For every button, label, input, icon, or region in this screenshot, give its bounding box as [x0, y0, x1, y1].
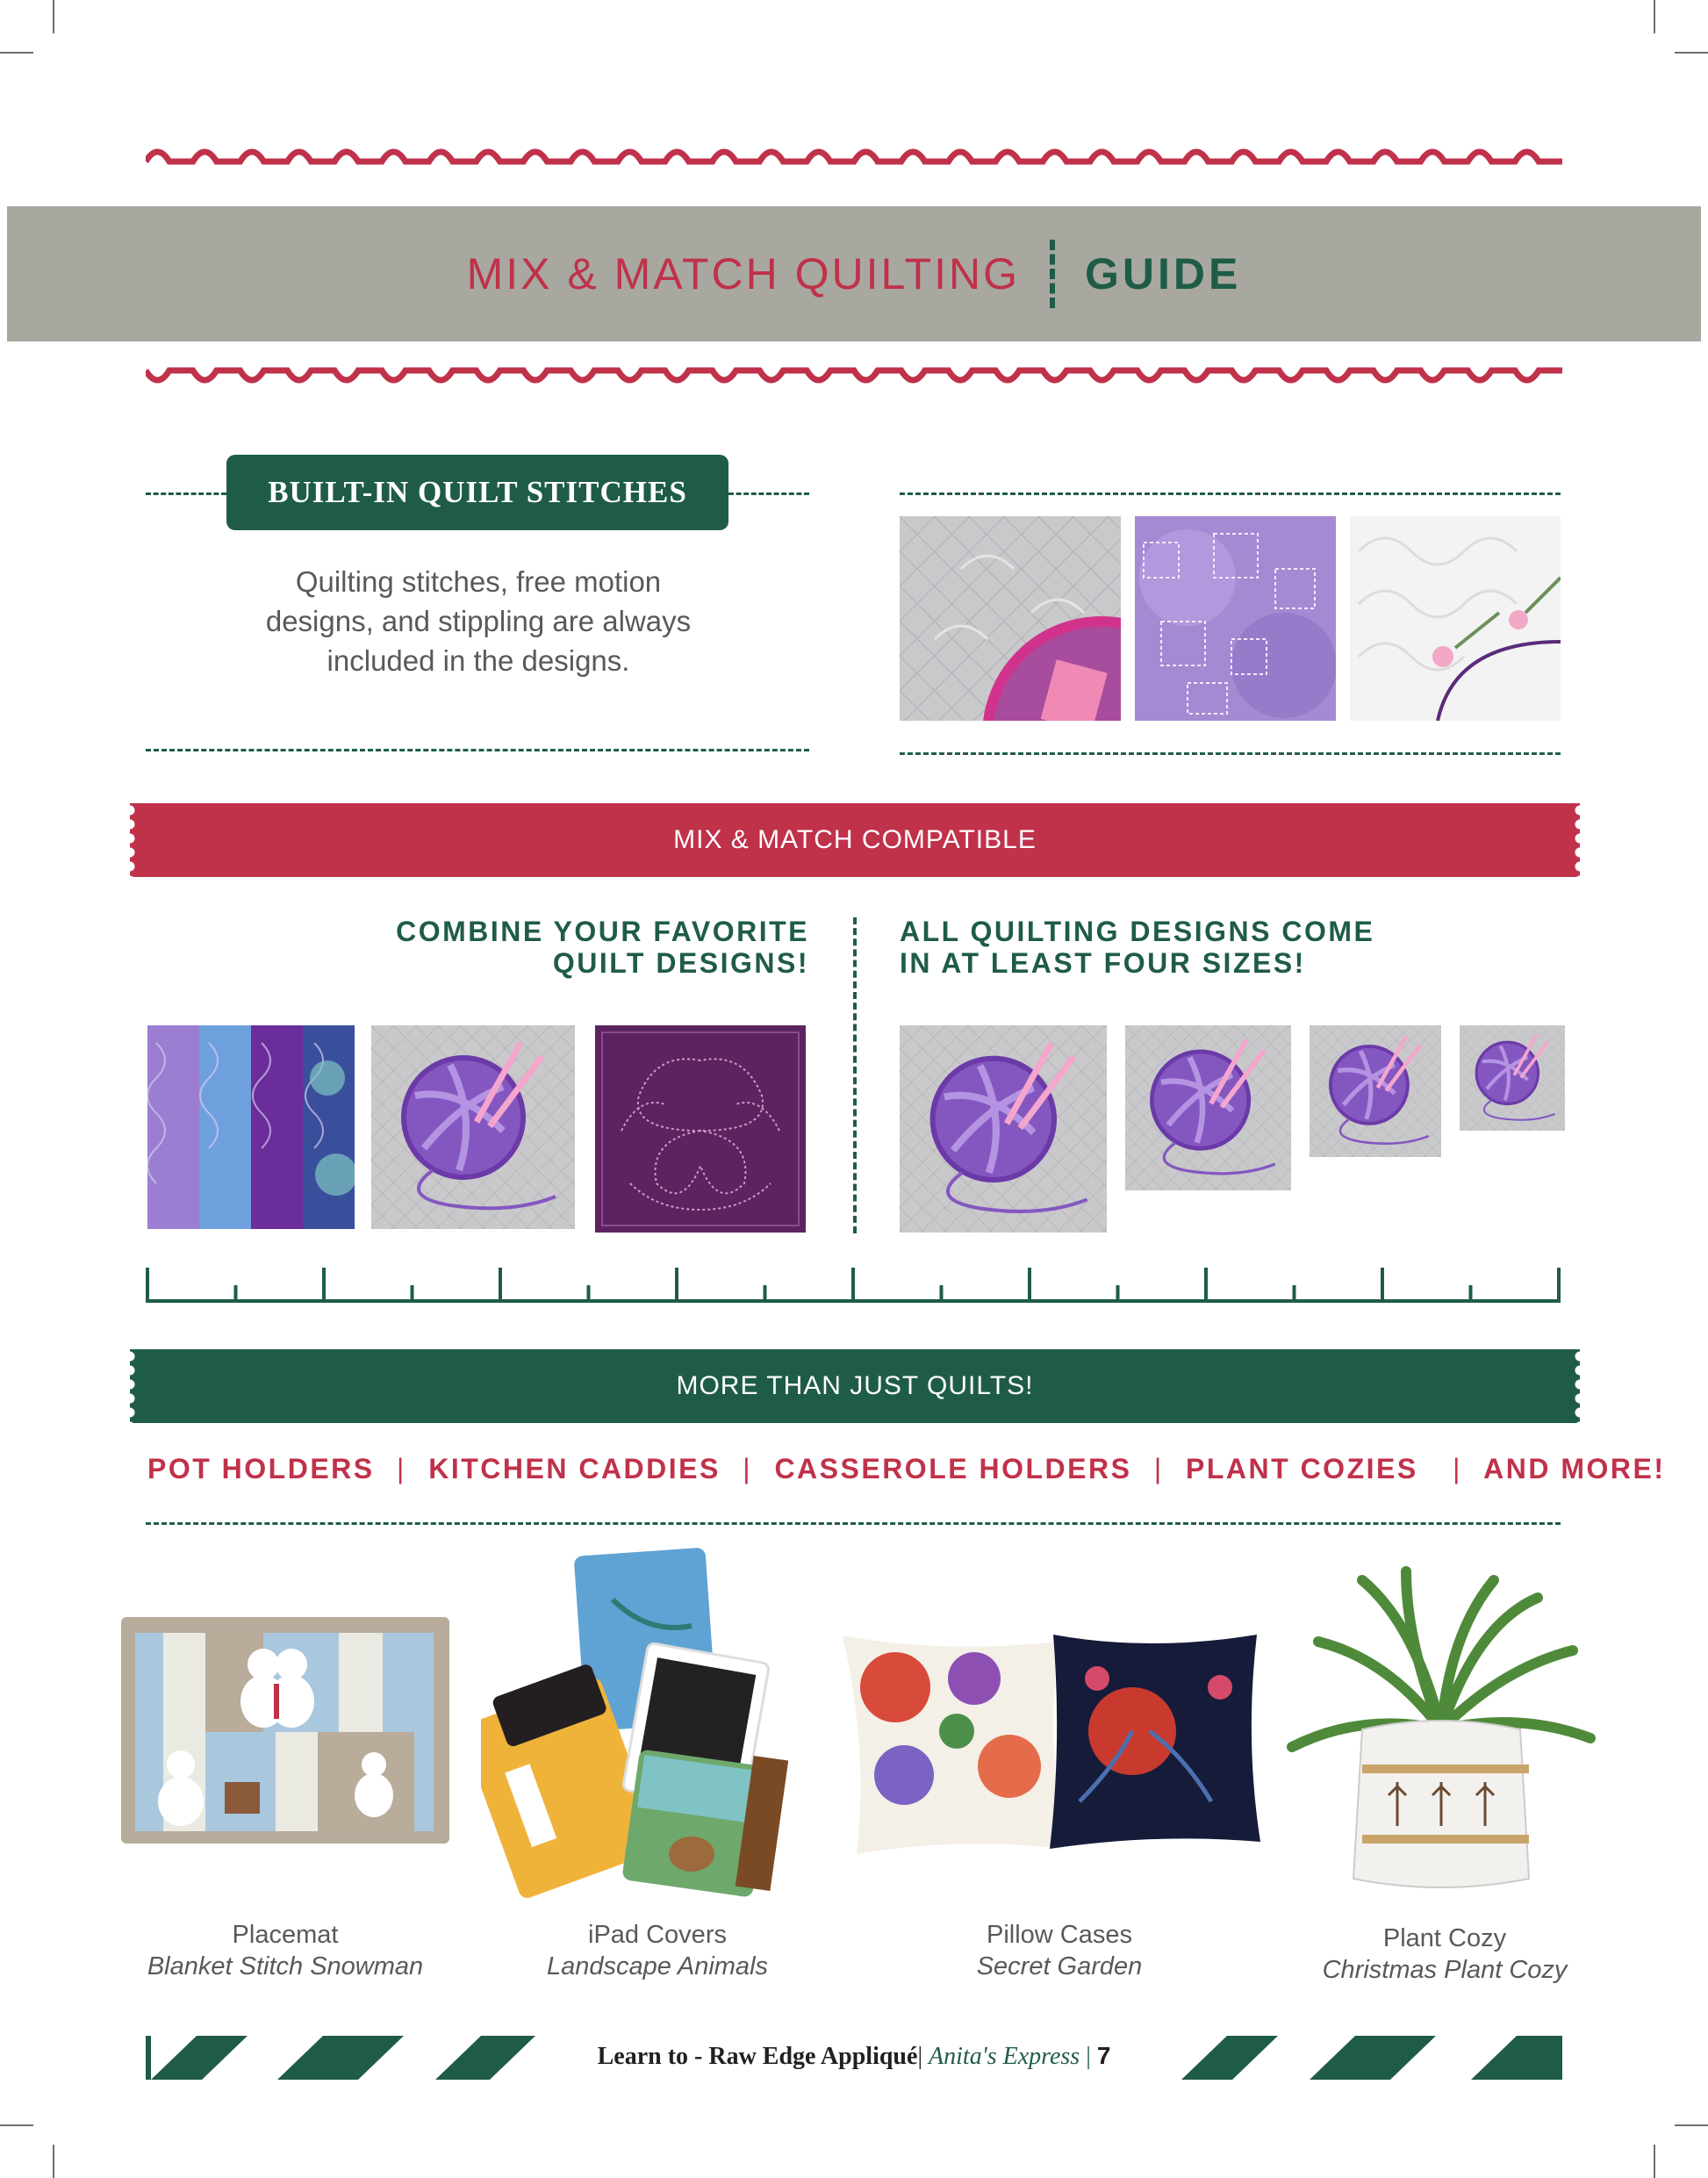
stitch-sample-image [900, 516, 1121, 721]
crop-mark [1675, 2124, 1708, 2126]
banner-notch [1574, 803, 1586, 877]
footer-separator: | [1086, 2043, 1091, 2070]
heading-line: COMBINE YOUR FAVORITE [396, 916, 809, 947]
yarn-ball-small-image [1310, 1025, 1441, 1157]
use-item: PLANT COZIES [1186, 1453, 1418, 1484]
crop-mark [0, 2124, 33, 2126]
description-line: Quilting stitches, free motion [295, 565, 662, 598]
page-title [0, 206, 1708, 341]
description-line: designs, and stippling are always [265, 605, 692, 637]
page-title-main: MIX & MATCH QUILTING [466, 249, 1021, 298]
heading-line: IN AT LEAST FOUR SIZES! [900, 947, 1306, 979]
crop-mark [53, 2145, 54, 2178]
banner-notch [1574, 1349, 1586, 1423]
footer-stripes-right [1173, 2036, 1562, 2080]
yarn-ball-large-image [900, 1025, 1107, 1233]
combine-heading [263, 916, 809, 979]
footer-separator: | [917, 2043, 923, 2070]
dashed-rule [146, 492, 226, 495]
size-ruler [146, 1264, 1561, 1305]
product-caption [893, 1919, 1225, 1982]
heading-line: ALL QUILTING DESIGNS COME [900, 916, 1375, 947]
footer-magazine: Anita's Express [929, 2043, 1080, 2070]
more-banner [130, 1349, 1580, 1423]
description-line: included in the designs. [327, 644, 630, 677]
vertical-divider [853, 917, 857, 1233]
banner-notch [124, 1349, 136, 1423]
stitch-sample-image [1350, 516, 1561, 721]
compatible-banner [130, 803, 1580, 877]
product-name: Pillow Cases [987, 1921, 1132, 1949]
heading-line: QUILT DESIGNS! [552, 947, 809, 979]
page-number: 7 [1096, 2042, 1111, 2069]
placemat-image [119, 1615, 451, 1845]
use-item: AND MORE! [1483, 1453, 1666, 1484]
fabric-strips-image [147, 1025, 355, 1229]
product-name: iPad Covers [588, 1921, 727, 1949]
stitches-description [211, 562, 746, 680]
banner-notch [124, 803, 136, 877]
yarn-ball-design-image [371, 1025, 575, 1229]
use-item: KITCHEN CADDIES [428, 1453, 721, 1484]
crop-mark [53, 0, 54, 33]
dashed-rule [728, 492, 809, 495]
footer [562, 2042, 1146, 2071]
use-separator: | [397, 1453, 406, 1484]
stitch-sample-image [1135, 516, 1336, 721]
banner-text: MORE THAN JUST QUILTS! [676, 1371, 1034, 1400]
product-caption [119, 1919, 451, 1982]
dashed-rule [900, 492, 1561, 495]
product-caption [492, 1919, 823, 1982]
ipad-covers-image [481, 1547, 788, 1898]
use-separator: | [1153, 1453, 1164, 1484]
use-separator: | [1453, 1453, 1462, 1484]
footer-dash: - [694, 2043, 703, 2070]
yarn-ball-medium-image [1125, 1025, 1291, 1190]
banner-text: MIX & MATCH COMPATIBLE [673, 825, 1037, 854]
section-badge: BUILT-IN QUILT STITCHES [226, 455, 728, 530]
product-design: Christmas Plant Cozy [1322, 1956, 1568, 1984]
scallop-border-top [146, 140, 1562, 170]
product-design: Blanket Stitch Snowman [147, 1952, 424, 1980]
title-divider [1050, 240, 1055, 308]
product-name: Plant Cozy [1382, 1924, 1507, 1952]
footer-stripes-left [146, 2036, 541, 2080]
dashed-rule [146, 1522, 1561, 1525]
use-separator: | [743, 1453, 753, 1484]
crop-mark [1654, 0, 1655, 33]
dashed-rule [900, 752, 1561, 755]
crop-mark [0, 52, 33, 54]
crop-mark [1675, 52, 1708, 54]
butterfly-quilt-design-image [595, 1025, 806, 1233]
use-item: CASSEROLE HOLDERS [774, 1453, 1132, 1484]
pillow-cases-image [843, 1626, 1264, 1856]
dashed-rule [146, 749, 809, 751]
sizes-heading [900, 916, 1567, 979]
footer-learn: Learn to [597, 2043, 689, 2070]
uses-list [147, 1453, 1666, 1485]
use-item: POT HOLDERS [147, 1453, 375, 1484]
product-name: Placemat [232, 1921, 339, 1949]
scallop-border-bottom [146, 362, 1562, 392]
product-caption [1279, 1923, 1611, 1986]
crop-mark [1654, 2145, 1655, 2178]
yarn-ball-xsmall-image [1460, 1025, 1565, 1131]
product-design: Secret Garden [976, 1952, 1143, 1980]
plant-cozy-image [1274, 1554, 1625, 1896]
page-title-accent: GUIDE [1085, 249, 1242, 298]
product-design: Landscape Animals [546, 1952, 769, 1980]
footer-topic: Raw Edge Appliqué [708, 2043, 918, 2070]
